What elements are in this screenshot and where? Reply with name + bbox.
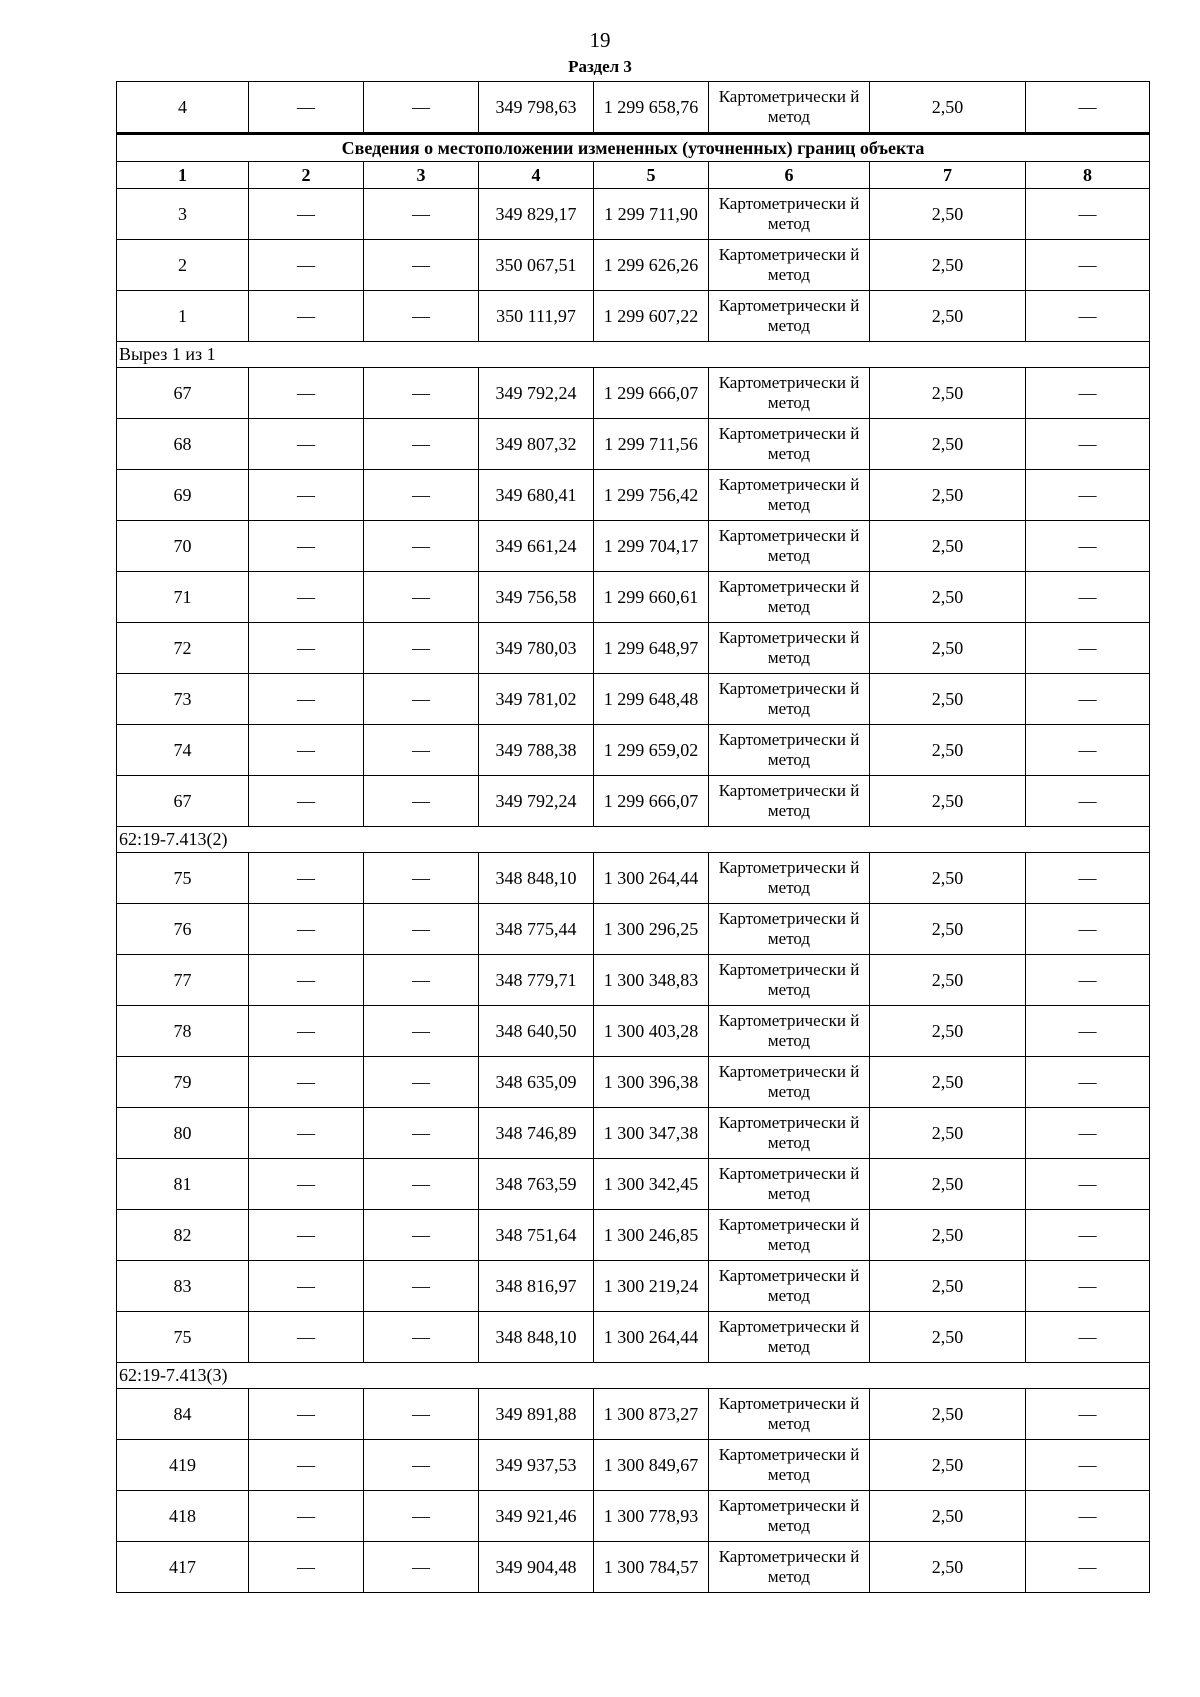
cell-y-coordinate: 1 299 711,90 <box>594 189 709 240</box>
cell-col3: — <box>364 725 479 776</box>
cell-col8: — <box>1026 1312 1150 1363</box>
column-number: 5 <box>594 162 709 189</box>
cell-col3: — <box>364 1261 479 1312</box>
table-row <box>117 419 1150 470</box>
cell-point-number: 76 <box>117 904 249 955</box>
cell-col8: — <box>1026 419 1150 470</box>
table-row <box>117 1261 1150 1312</box>
table-body <box>117 82 1150 1593</box>
method-text: Картометрически й метод <box>718 1445 860 1484</box>
cell-col8: — <box>1026 1389 1150 1440</box>
method-text: Картометрически й метод <box>718 1394 860 1433</box>
cell-col3: — <box>364 776 479 827</box>
cell-col3: — <box>364 1542 479 1593</box>
cell-col3: — <box>364 1389 479 1440</box>
method-text: Картометрически й метод <box>718 1547 860 1586</box>
method-text: Картометрически й метод <box>718 1496 860 1535</box>
cell-col3: — <box>364 1108 479 1159</box>
cell-accuracy: 2,50 <box>870 725 1026 776</box>
table-row <box>117 572 1150 623</box>
table-row <box>117 82 1150 134</box>
cell-point-number: 2 <box>117 240 249 291</box>
cell-y-coordinate: 1 299 756,42 <box>594 470 709 521</box>
cell-method <box>709 1389 870 1440</box>
table-row <box>117 1159 1150 1210</box>
cell-y-coordinate: 1 300 296,25 <box>594 904 709 955</box>
table-row <box>117 1312 1150 1363</box>
table-row <box>117 674 1150 725</box>
cell-accuracy: 2,50 <box>870 1159 1026 1210</box>
group-label-row <box>117 342 1150 368</box>
method-text: Картометрически й метод <box>718 245 860 284</box>
cell-method <box>709 1542 870 1593</box>
cell-point-number: 81 <box>117 1159 249 1210</box>
cell-col8: — <box>1026 904 1150 955</box>
cell-x-coordinate: 348 746,89 <box>479 1108 594 1159</box>
cell-col8: — <box>1026 82 1150 134</box>
cell-col3: — <box>364 1440 479 1491</box>
cell-col3: — <box>364 853 479 904</box>
cell-col8: — <box>1026 368 1150 419</box>
cell-col2: — <box>249 955 364 1006</box>
column-number: 1 <box>117 162 249 189</box>
cell-y-coordinate: 1 299 711,56 <box>594 419 709 470</box>
cell-method <box>709 1159 870 1210</box>
cell-accuracy: 2,50 <box>870 1312 1026 1363</box>
method-text: Картометрически й метод <box>718 87 860 126</box>
cell-x-coordinate: 349 891,88 <box>479 1389 594 1440</box>
table-row <box>117 1057 1150 1108</box>
cell-accuracy: 2,50 <box>870 853 1026 904</box>
cell-accuracy: 2,50 <box>870 1389 1026 1440</box>
method-text: Картометрически й метод <box>718 909 860 948</box>
table-row <box>117 904 1150 955</box>
method-text: Картометрически й метод <box>718 475 860 514</box>
cell-accuracy: 2,50 <box>870 904 1026 955</box>
table-row <box>117 776 1150 827</box>
cell-x-coordinate: 348 848,10 <box>479 1312 594 1363</box>
cell-x-coordinate: 349 792,24 <box>479 368 594 419</box>
method-text: Картометрически й метод <box>718 424 860 463</box>
cell-y-coordinate: 1 300 347,38 <box>594 1108 709 1159</box>
cell-accuracy: 2,50 <box>870 368 1026 419</box>
cell-col2: — <box>249 1440 364 1491</box>
group-label: Вырез 1 из 1 <box>117 342 1150 368</box>
cell-x-coordinate: 348 775,44 <box>479 904 594 955</box>
table-row <box>117 853 1150 904</box>
column-number: 2 <box>249 162 364 189</box>
cell-col2: — <box>249 853 364 904</box>
table-row <box>117 1108 1150 1159</box>
cell-col3: — <box>364 470 479 521</box>
cell-point-number: 69 <box>117 470 249 521</box>
cell-col3: — <box>364 904 479 955</box>
column-number: 6 <box>709 162 870 189</box>
cell-method <box>709 419 870 470</box>
cell-col8: — <box>1026 1542 1150 1593</box>
cell-y-coordinate: 1 300 396,38 <box>594 1057 709 1108</box>
cell-col8: — <box>1026 1159 1150 1210</box>
cell-method <box>709 674 870 725</box>
cell-method <box>709 82 870 134</box>
cell-method <box>709 776 870 827</box>
cell-col8: — <box>1026 521 1150 572</box>
cell-col3: — <box>364 572 479 623</box>
table-row <box>117 1210 1150 1261</box>
method-text: Картометрически й метод <box>718 577 860 616</box>
cell-y-coordinate: 1 300 849,67 <box>594 1440 709 1491</box>
method-text: Картометрически й метод <box>718 296 860 335</box>
cell-point-number: 67 <box>117 776 249 827</box>
cell-col2: — <box>249 623 364 674</box>
cell-point-number: 73 <box>117 674 249 725</box>
table-row <box>117 189 1150 240</box>
cell-col8: — <box>1026 1108 1150 1159</box>
cell-y-coordinate: 1 299 666,07 <box>594 368 709 419</box>
cell-col3: — <box>364 674 479 725</box>
page-number: 19 <box>589 28 611 52</box>
cell-point-number: 1 <box>117 291 249 342</box>
cell-method <box>709 189 870 240</box>
table-row <box>117 955 1150 1006</box>
cell-col3: — <box>364 368 479 419</box>
cell-col3: — <box>364 419 479 470</box>
cell-y-coordinate: 1 300 403,28 <box>594 1006 709 1057</box>
cell-point-number: 77 <box>117 955 249 1006</box>
cell-point-number: 417 <box>117 1542 249 1593</box>
cell-col8: — <box>1026 240 1150 291</box>
cell-x-coordinate: 348 848,10 <box>479 853 594 904</box>
cell-col3: — <box>364 623 479 674</box>
cell-y-coordinate: 1 299 660,61 <box>594 572 709 623</box>
cell-accuracy: 2,50 <box>870 1491 1026 1542</box>
cell-col8: — <box>1026 674 1150 725</box>
cell-accuracy: 2,50 <box>870 776 1026 827</box>
cell-accuracy: 2,50 <box>870 674 1026 725</box>
cell-method <box>709 470 870 521</box>
cell-point-number: 75 <box>117 1312 249 1363</box>
cell-col2: — <box>249 419 364 470</box>
cell-y-coordinate: 1 300 778,93 <box>594 1491 709 1542</box>
cell-y-coordinate: 1 300 264,44 <box>594 853 709 904</box>
cell-y-coordinate: 1 299 666,07 <box>594 776 709 827</box>
cell-method <box>709 1312 870 1363</box>
cell-x-coordinate: 349 937,53 <box>479 1440 594 1491</box>
cell-col3: — <box>364 1159 479 1210</box>
cell-col3: — <box>364 1312 479 1363</box>
cell-col8: — <box>1026 572 1150 623</box>
cell-point-number: 74 <box>117 725 249 776</box>
section-title: Раздел 3 <box>568 57 632 76</box>
cell-accuracy: 2,50 <box>870 1261 1026 1312</box>
cell-accuracy: 2,50 <box>870 291 1026 342</box>
cell-col8: — <box>1026 853 1150 904</box>
cell-point-number: 84 <box>117 1389 249 1440</box>
cell-accuracy: 2,50 <box>870 521 1026 572</box>
cell-col2: — <box>249 1261 364 1312</box>
group-label-row <box>117 1363 1150 1389</box>
cell-col2: — <box>249 1057 364 1108</box>
cell-accuracy: 2,50 <box>870 623 1026 674</box>
table-heading: Сведения о местоположении измененных (уточненных) границ объекта <box>117 134 1150 162</box>
cell-x-coordinate: 350 111,97 <box>479 291 594 342</box>
cell-point-number: 72 <box>117 623 249 674</box>
cell-x-coordinate: 348 779,71 <box>479 955 594 1006</box>
cell-accuracy: 2,50 <box>870 240 1026 291</box>
cell-y-coordinate: 1 300 264,44 <box>594 1312 709 1363</box>
cell-col3: — <box>364 1006 479 1057</box>
cell-col3: — <box>364 82 479 134</box>
cell-point-number: 80 <box>117 1108 249 1159</box>
table-row <box>117 1440 1150 1491</box>
cell-method <box>709 1491 870 1542</box>
cell-x-coordinate: 350 067,51 <box>479 240 594 291</box>
cell-x-coordinate: 348 635,09 <box>479 1057 594 1108</box>
cell-col8: — <box>1026 1057 1150 1108</box>
cell-method <box>709 1210 870 1261</box>
cell-y-coordinate: 1 300 784,57 <box>594 1542 709 1593</box>
group-label: 62:19-7.413(2) <box>117 827 1150 853</box>
coordinates-table <box>116 81 1150 1593</box>
cell-col2: — <box>249 1006 364 1057</box>
column-number: 7 <box>870 162 1026 189</box>
cell-method <box>709 853 870 904</box>
table-row <box>117 1542 1150 1593</box>
cell-y-coordinate: 1 299 658,76 <box>594 82 709 134</box>
cell-col2: — <box>249 904 364 955</box>
cell-col8: — <box>1026 470 1150 521</box>
cell-accuracy: 2,50 <box>870 82 1026 134</box>
cell-y-coordinate: 1 300 348,83 <box>594 955 709 1006</box>
cell-method <box>709 1440 870 1491</box>
cell-y-coordinate: 1 299 704,17 <box>594 521 709 572</box>
method-text: Картометрически й метод <box>718 858 860 897</box>
cell-x-coordinate: 349 829,17 <box>479 189 594 240</box>
cell-col3: — <box>364 1491 479 1542</box>
cell-accuracy: 2,50 <box>870 189 1026 240</box>
method-text: Картометрически й метод <box>718 1011 860 1050</box>
cell-col2: — <box>249 1312 364 1363</box>
method-text: Картометрически й метод <box>718 1062 860 1101</box>
cell-x-coordinate: 349 904,48 <box>479 1542 594 1593</box>
cell-accuracy: 2,50 <box>870 1542 1026 1593</box>
method-text: Картометрически й метод <box>718 730 860 769</box>
cell-point-number: 3 <box>117 189 249 240</box>
cell-x-coordinate: 349 788,38 <box>479 725 594 776</box>
method-text: Картометрически й метод <box>718 1266 860 1305</box>
cell-col3: — <box>364 1210 479 1261</box>
method-text: Картометрически й метод <box>718 781 860 820</box>
cell-col2: — <box>249 189 364 240</box>
table-heading-row <box>117 134 1150 162</box>
cell-method <box>709 955 870 1006</box>
cell-method <box>709 1057 870 1108</box>
cell-method <box>709 725 870 776</box>
cell-col8: — <box>1026 1440 1150 1491</box>
cell-col8: — <box>1026 1261 1150 1312</box>
cell-method <box>709 572 870 623</box>
cell-x-coordinate: 348 640,50 <box>479 1006 594 1057</box>
cell-x-coordinate: 349 661,24 <box>479 521 594 572</box>
cell-col3: — <box>364 955 479 1006</box>
cell-point-number: 83 <box>117 1261 249 1312</box>
cell-col8: — <box>1026 189 1150 240</box>
cell-point-number: 418 <box>117 1491 249 1542</box>
cell-x-coordinate: 348 763,59 <box>479 1159 594 1210</box>
cell-accuracy: 2,50 <box>870 1210 1026 1261</box>
cell-y-coordinate: 1 299 659,02 <box>594 725 709 776</box>
cell-col8: — <box>1026 1006 1150 1057</box>
cell-col3: — <box>364 189 479 240</box>
cell-accuracy: 2,50 <box>870 955 1026 1006</box>
cell-y-coordinate: 1 300 219,24 <box>594 1261 709 1312</box>
group-label: 62:19-7.413(3) <box>117 1363 1150 1389</box>
column-number: 4 <box>479 162 594 189</box>
table-row <box>117 368 1150 419</box>
cell-y-coordinate: 1 299 626,26 <box>594 240 709 291</box>
table-row <box>117 240 1150 291</box>
cell-col2: — <box>249 674 364 725</box>
table-row <box>117 623 1150 674</box>
cell-col8: — <box>1026 291 1150 342</box>
cell-x-coordinate: 349 781,02 <box>479 674 594 725</box>
cell-col2: — <box>249 82 364 134</box>
cell-y-coordinate: 1 299 607,22 <box>594 291 709 342</box>
cell-method <box>709 623 870 674</box>
method-text: Картометрически й метод <box>718 1215 860 1254</box>
table-row <box>117 291 1150 342</box>
cell-method <box>709 904 870 955</box>
cell-col8: — <box>1026 623 1150 674</box>
cell-x-coordinate: 349 756,58 <box>479 572 594 623</box>
table-row <box>117 470 1150 521</box>
cell-col2: — <box>249 1210 364 1261</box>
cell-col2: — <box>249 1542 364 1593</box>
cell-point-number: 70 <box>117 521 249 572</box>
cell-col8: — <box>1026 955 1150 1006</box>
column-number: 8 <box>1026 162 1150 189</box>
cell-point-number: 68 <box>117 419 249 470</box>
cell-col2: — <box>249 240 364 291</box>
group-label-row <box>117 827 1150 853</box>
table-row <box>117 1491 1150 1542</box>
cell-col3: — <box>364 291 479 342</box>
cell-accuracy: 2,50 <box>870 572 1026 623</box>
cell-col2: — <box>249 368 364 419</box>
cell-col2: — <box>249 470 364 521</box>
cell-accuracy: 2,50 <box>870 419 1026 470</box>
cell-point-number: 67 <box>117 368 249 419</box>
cell-col3: — <box>364 1057 479 1108</box>
cell-col2: — <box>249 1159 364 1210</box>
cell-point-number: 78 <box>117 1006 249 1057</box>
cell-point-number: 75 <box>117 853 249 904</box>
cell-method <box>709 1261 870 1312</box>
cell-point-number: 71 <box>117 572 249 623</box>
column-number: 3 <box>364 162 479 189</box>
cell-col8: — <box>1026 776 1150 827</box>
cell-col8: — <box>1026 725 1150 776</box>
cell-accuracy: 2,50 <box>870 1006 1026 1057</box>
cell-x-coordinate: 349 680,41 <box>479 470 594 521</box>
cell-point-number: 82 <box>117 1210 249 1261</box>
cell-col2: — <box>249 521 364 572</box>
cell-y-coordinate: 1 300 873,27 <box>594 1389 709 1440</box>
method-text: Картометрически й метод <box>718 194 860 233</box>
cell-method <box>709 368 870 419</box>
method-text: Картометрически й метод <box>718 1113 860 1152</box>
table-row <box>117 1006 1150 1057</box>
cell-x-coordinate: 349 792,24 <box>479 776 594 827</box>
cell-col2: — <box>249 725 364 776</box>
cell-accuracy: 2,50 <box>870 1440 1026 1491</box>
cell-col2: — <box>249 1389 364 1440</box>
method-text: Картометрически й метод <box>718 960 860 999</box>
cell-point-number: 79 <box>117 1057 249 1108</box>
table-row <box>117 725 1150 776</box>
cell-col2: — <box>249 776 364 827</box>
table-row <box>117 1389 1150 1440</box>
cell-x-coordinate: 349 807,32 <box>479 419 594 470</box>
table-row <box>117 521 1150 572</box>
cell-col3: — <box>364 240 479 291</box>
cell-y-coordinate: 1 300 246,85 <box>594 1210 709 1261</box>
cell-col2: — <box>249 1108 364 1159</box>
method-text: Картометрически й метод <box>718 373 860 412</box>
cell-x-coordinate: 349 780,03 <box>479 623 594 674</box>
cell-accuracy: 2,50 <box>870 1057 1026 1108</box>
method-text: Картометрически й метод <box>718 679 860 718</box>
cell-accuracy: 2,50 <box>870 470 1026 521</box>
cell-col8: — <box>1026 1210 1150 1261</box>
cell-x-coordinate: 348 751,64 <box>479 1210 594 1261</box>
cell-col2: — <box>249 1491 364 1542</box>
cell-method <box>709 1108 870 1159</box>
cell-col3: — <box>364 521 479 572</box>
cell-x-coordinate: 348 816,97 <box>479 1261 594 1312</box>
cell-point-number: 4 <box>117 82 249 134</box>
cell-method <box>709 240 870 291</box>
method-text: Картометрически й метод <box>718 1164 860 1203</box>
column-number-row <box>117 162 1150 189</box>
cell-y-coordinate: 1 300 342,45 <box>594 1159 709 1210</box>
cell-col2: — <box>249 572 364 623</box>
method-text: Картометрически й метод <box>718 628 860 667</box>
cell-method <box>709 1006 870 1057</box>
cell-col2: — <box>249 291 364 342</box>
method-text: Картометрически й метод <box>718 1317 860 1356</box>
cell-col8: — <box>1026 1491 1150 1542</box>
method-text: Картометрически й метод <box>718 526 860 565</box>
cell-point-number: 419 <box>117 1440 249 1491</box>
cell-x-coordinate: 349 798,63 <box>479 82 594 134</box>
cell-method <box>709 521 870 572</box>
cell-method <box>709 291 870 342</box>
cell-y-coordinate: 1 299 648,97 <box>594 623 709 674</box>
cell-y-coordinate: 1 299 648,48 <box>594 674 709 725</box>
cell-accuracy: 2,50 <box>870 1108 1026 1159</box>
cell-x-coordinate: 349 921,46 <box>479 1491 594 1542</box>
